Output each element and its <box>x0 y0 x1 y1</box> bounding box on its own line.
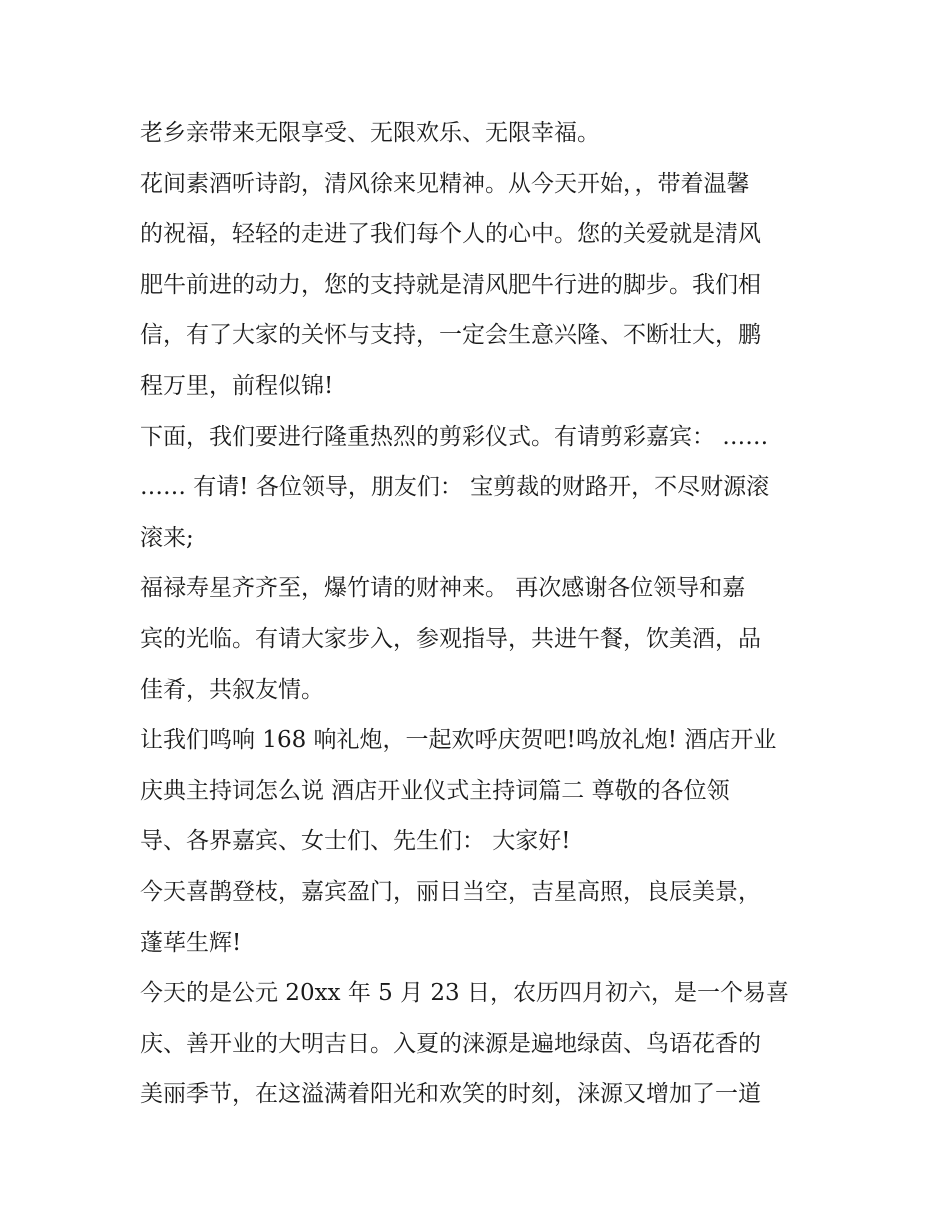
text-line: 美丽季节，在这溢满着阳光和欢笑的时刻，涞源又增加了一道 <box>140 1081 761 1108</box>
text-line: 让我们鸣响 168 响礼炮，一起欢呼庆贺吧!鸣放礼炮! 酒店开业 <box>140 727 777 754</box>
text-line: 滚来; <box>140 524 194 551</box>
text-line: 程万里，前程似锦! <box>140 372 334 399</box>
text-line: 今天的是公元 20xx 年 5 月 23 日，农历四月初六，是一个易喜 <box>140 980 789 1007</box>
text-line: 佳肴，共叙友情。 <box>140 676 324 703</box>
text-line: 福禄寿星齐齐至，爆竹请的财神来。 再次感谢各位领导和嘉 <box>140 575 746 602</box>
text-line: …… 有请! 各位领导，朋友们： 宝剪裁的财路开，不尽财源滚 <box>140 474 770 501</box>
text-line: 肥牛前进的动力，您的支持就是清风肥牛行进的脚步。我们相 <box>140 271 761 298</box>
text-line: 导、各界嘉宾、女士们、先生们： 大家好! <box>140 828 571 855</box>
text-line: 下面，我们要进行隆重热烈的剪彩仪式。有请剪彩嘉宾： …… <box>140 423 769 450</box>
text-line: 庆、善开业的大明吉日。入夏的涞源是遍地绿茵、鸟语花香的 <box>140 1030 761 1057</box>
text-line: 宾的光临。有请大家步入，参观指导，共进午餐，饮美酒，品 <box>140 625 761 652</box>
text-line: 花间素酒听诗韵，清风徐来见精神。从今天开始，，带着温馨 <box>140 170 750 197</box>
text-line: 信，有了大家的关怀与支持，一定会生意兴隆、不断壮大，鹏 <box>140 322 761 349</box>
text-line: 的祝福，轻轻的走进了我们每个人的心中。您的关爱就是清风 <box>140 221 761 248</box>
document-body <box>140 108 820 1120</box>
text-line: 庆典主持词怎么说 酒店开业仪式主持词篇二 尊敬的各位领 <box>140 777 730 804</box>
text-line: 今天喜鹊登枝，嘉宾盈门，丽日当空，吉星高照，良辰美景， <box>140 878 761 905</box>
text-line: 蓬荜生辉! <box>140 929 242 956</box>
text-line: 老乡亲带来无限享受、无限欢乐、无限幸福。 <box>140 120 600 146</box>
